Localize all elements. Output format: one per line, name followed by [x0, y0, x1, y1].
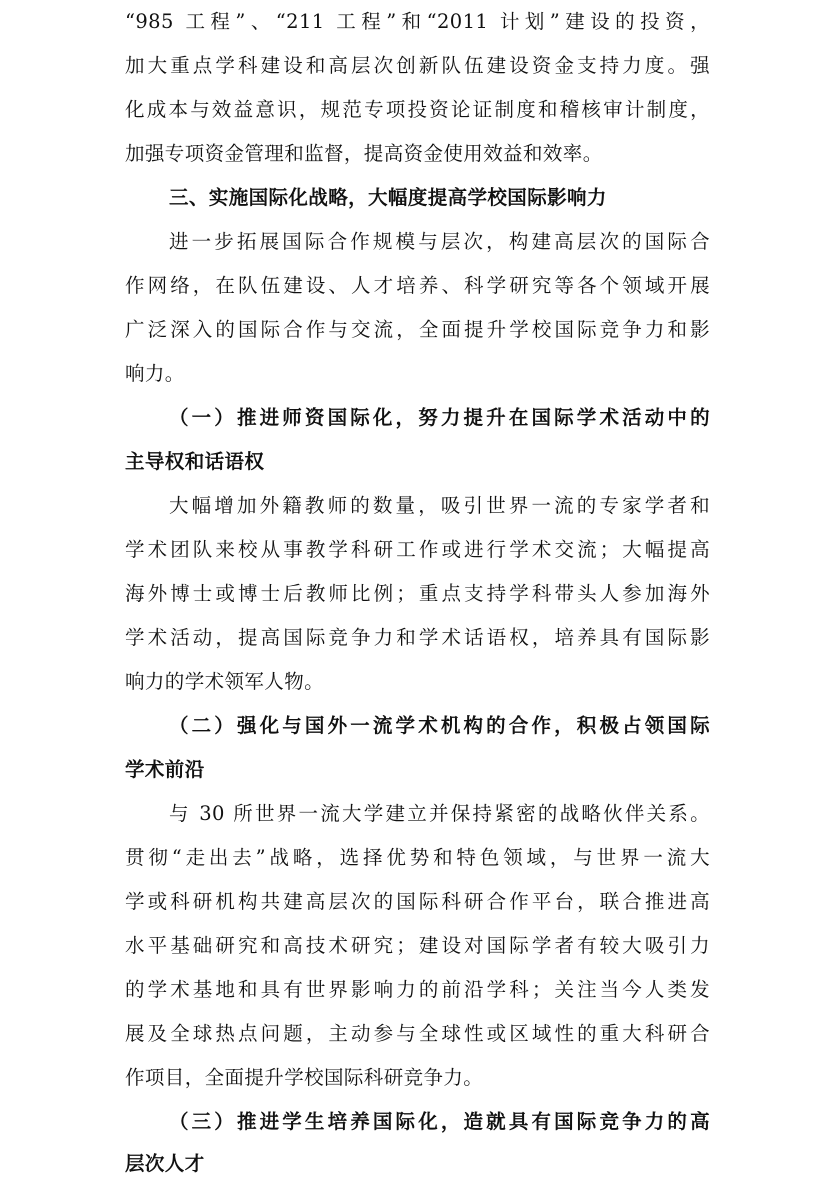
subsection-heading: 主导权和话语权 — [125, 450, 265, 473]
text-line: 响力的学术领军人物。 — [125, 670, 325, 693]
text-line: 贯彻“走出去”战略，选择优势和特色领域，与世界一流大 — [125, 846, 710, 869]
text-line: 加大重点学科建设和高层次创新队伍建设资金支持力度。强 — [125, 54, 710, 77]
text-line: 响力。 — [125, 362, 185, 385]
text-line: 加强专项资金管理和监督，提高资金使用效益和效率。 — [125, 142, 603, 165]
text-line: 作网络，在队伍建设、人才培养、科学研究等各个领域开展 — [125, 274, 710, 297]
text-line: 学术活动，提高国际竞争力和学术话语权，培养具有国际影 — [125, 626, 710, 649]
text-line: 广泛深入的国际合作与交流，全面提升学校国际竞争力和影 — [125, 318, 710, 341]
text-line: 学或科研机构共建高层次的国际科研合作平台，联合推进高 — [125, 890, 710, 913]
text-line: 的学术基地和具有世界影响力的前沿学科；关注当今人类发 — [125, 978, 710, 1001]
subsection-heading: 学术前沿 — [125, 758, 205, 781]
text-line: 水平基础研究和高技术研究；建设对国际学者有较大吸引力 — [125, 934, 710, 957]
text-line: 海外博士或博士后教师比例；重点支持学科带头人参加海外 — [125, 582, 710, 605]
text-line: 与 30 所世界一流大学建立并保持紧密的战略伙伴关系。 — [169, 802, 710, 825]
subsection-heading: （二）强化与国外一流学术机构的合作，积极占领国际 — [169, 714, 710, 737]
subsection-heading: 层次人才 — [125, 1152, 205, 1175]
section-heading: 三、实施国际化战略，大幅度提高学校国际影响力 — [169, 186, 607, 209]
text-line: 进一步拓展国际合作规模与层次，构建高层次的国际合 — [169, 230, 710, 253]
subsection-heading: （一）推进师资国际化，努力提升在国际学术活动中的 — [169, 406, 710, 429]
text-line: 展及全球热点问题，主动参与全球性或区域性的重大科研合 — [125, 1022, 710, 1045]
text-line: 学术团队来校从事教学科研工作或进行学术交流；大幅提高 — [125, 538, 710, 561]
subsection-heading: （三）推进学生培养国际化，造就具有国际竞争力的高 — [169, 1110, 710, 1133]
text-line: “985 工程”、“211 工程”和“2011 计划”建设的投资， — [125, 10, 710, 33]
text-line: 化成本与效益意识，规范专项投资论证制度和稽核审计制度， — [125, 98, 710, 121]
text-line: 大幅增加外籍教师的数量，吸引世界一流的专家学者和 — [169, 494, 710, 517]
text-line: 作项目，全面提升学校国际科研竞争力。 — [125, 1066, 484, 1089]
